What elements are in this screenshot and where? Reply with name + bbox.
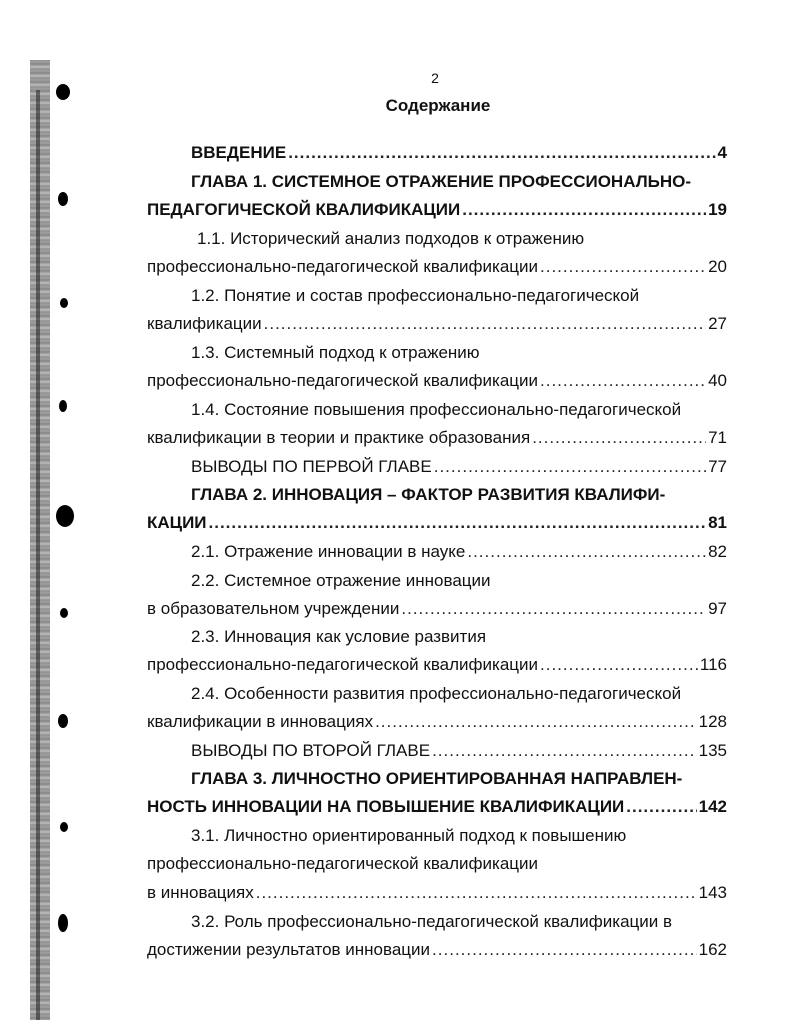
toc-section-3-2 [147, 939, 727, 961]
toc-section-1-1 [147, 256, 727, 278]
leader-dots [434, 456, 706, 478]
toc-section-2-4-line1: 2.4. Особенности развития профессионально-педагогической [191, 684, 682, 703]
toc-section-2-4 [147, 711, 727, 733]
punch-hole [58, 914, 68, 932]
punch-hole [60, 608, 68, 618]
leader-dots [288, 142, 715, 164]
leader-dots [540, 256, 706, 278]
toc-section-3-1-line2: профессионально-педагогической квалификации [147, 854, 539, 873]
toc-section-3-2-line1: 3.2. Роль профессионально-педагогической квалификации в [191, 912, 673, 931]
toc-entry-title: КАЦИИ [147, 513, 207, 532]
page-title: Содержание [385, 96, 491, 115]
toc-section-1-3 [147, 370, 727, 392]
toc-page-number: 19 [708, 200, 727, 219]
toc-section-1-2-line1: 1.2. Понятие и состав профессионально-педагогической [191, 286, 640, 305]
toc-entry-title: профессионально-педагогической квалификации [147, 257, 539, 276]
leader-dots [264, 313, 706, 335]
toc-entry-introduction [191, 142, 727, 164]
toc-section-3-1-line1: 3.1. Личностно ориентированный подход к повышению [191, 826, 627, 845]
leader-dots [467, 541, 706, 563]
toc-entry-title: профессионально-педагогической квалификации [147, 371, 539, 390]
toc-entry-title: профессионально-педагогической квалификации [147, 655, 539, 674]
page-number: 2 [431, 70, 439, 86]
toc-page-number: 4 [717, 143, 727, 162]
toc-entry-title: ВЫВОДЫ ПО ВТОРОЙ ГЛАВЕ [191, 741, 431, 760]
leader-dots [432, 740, 697, 762]
toc-section-1-1-line1: 1.1. Исторический анализ подходов к отражению [197, 229, 585, 248]
toc-page-number: 135 [698, 741, 727, 760]
leader-dots [432, 939, 697, 961]
toc-page-number: 20 [708, 257, 727, 276]
toc-entry-title: в образовательном учреждении [147, 599, 400, 618]
toc-entry-title: ПЕДАГОГИЧЕСКОЙ КВАЛИФИКАЦИИ [147, 200, 461, 219]
toc-page-number: 142 [698, 797, 727, 816]
toc-conclusions-2 [191, 740, 727, 762]
leader-dots [462, 199, 706, 221]
toc-section-2-2 [147, 598, 727, 620]
leader-dots [401, 598, 706, 620]
toc-entry-title: квалификации в теории и практике образования [147, 428, 531, 447]
toc-entry-title: ВВЕДЕНИЕ [191, 143, 287, 162]
toc-entry-title: НОСТЬ ИННОВАЦИИ НА ПОВЫШЕНИЕ КВАЛИФИКАЦИИ [147, 797, 625, 816]
leader-dots [375, 711, 697, 733]
toc-entry-title: в инновациях [147, 883, 254, 902]
toc-chapter-1 [147, 199, 727, 221]
toc-section-1-2 [147, 313, 727, 335]
toc-page-number: 82 [708, 542, 727, 561]
toc-section-3-1 [147, 882, 727, 904]
toc-conclusions-1 [191, 456, 727, 478]
toc-chapter-2 [147, 512, 727, 534]
toc-section-2-1 [191, 541, 727, 563]
leader-dots [540, 370, 706, 392]
toc-page-number: 162 [698, 940, 727, 959]
leader-dots [209, 512, 707, 534]
leader-dots [256, 882, 697, 904]
leader-dots [532, 427, 706, 449]
toc-entry-title: достижении результатов инновации [147, 940, 431, 959]
toc-entry-title: квалификации в инновациях [147, 712, 374, 731]
toc-section-1-3-line1: 1.3. Системный подход к отражению [191, 343, 480, 362]
punch-hole [60, 298, 68, 308]
punch-hole [60, 822, 68, 832]
toc-page-number: 27 [708, 314, 727, 333]
toc-section-1-4 [147, 427, 727, 449]
toc-page-number: 128 [698, 712, 727, 731]
punch-hole [59, 400, 67, 412]
toc-chapter-2-line1: ГЛАВА 2. ИННОВАЦИЯ – ФАКТОР РАЗВИТИЯ КВАЛИФИ- [191, 485, 666, 504]
punch-hole [56, 505, 74, 527]
toc-page-number: 71 [708, 428, 727, 447]
toc-page-number: 143 [698, 883, 727, 902]
toc-chapter-3 [147, 796, 727, 818]
toc-page-number: 40 [708, 371, 727, 390]
toc-chapter-3-line1: ГЛАВА 3. ЛИЧНОСТНО ОРИЕНТИРОВАННАЯ НАПРАВЛЕН- [191, 769, 683, 788]
toc-page-number: 116 [699, 655, 727, 674]
punch-hole [58, 192, 68, 206]
toc-page-number: 77 [708, 457, 727, 476]
toc-entry-title: квалификации [147, 314, 262, 333]
punch-hole [58, 714, 68, 728]
toc-page-number: 81 [708, 513, 727, 532]
toc-section-2-2-line1: 2.2. Системное отражение инновации [191, 571, 491, 590]
leader-dots [540, 654, 698, 676]
toc-section-2-3-line1: 2.3. Инновация как условие развития [191, 627, 487, 646]
toc-page-number: 97 [708, 599, 727, 618]
leader-dots [626, 796, 696, 818]
toc-entry-title: ВЫВОДЫ ПО ПЕРВОЙ ГЛАВЕ [191, 457, 432, 476]
binding-edge-line [36, 90, 40, 1020]
toc-entry-title: 2.1. Отражение инновации в науке [191, 542, 466, 561]
binding-edge [30, 60, 50, 1020]
toc-chapter-1-line1: ГЛАВА 1. СИСТЕМНОЕ ОТРАЖЕНИЕ ПРОФЕССИОНАЛЬНО- [191, 172, 692, 191]
toc-section-2-3 [147, 654, 727, 676]
toc-section-1-4-line1: 1.4. Состояние повышения профессионально-педагогической [191, 400, 682, 419]
